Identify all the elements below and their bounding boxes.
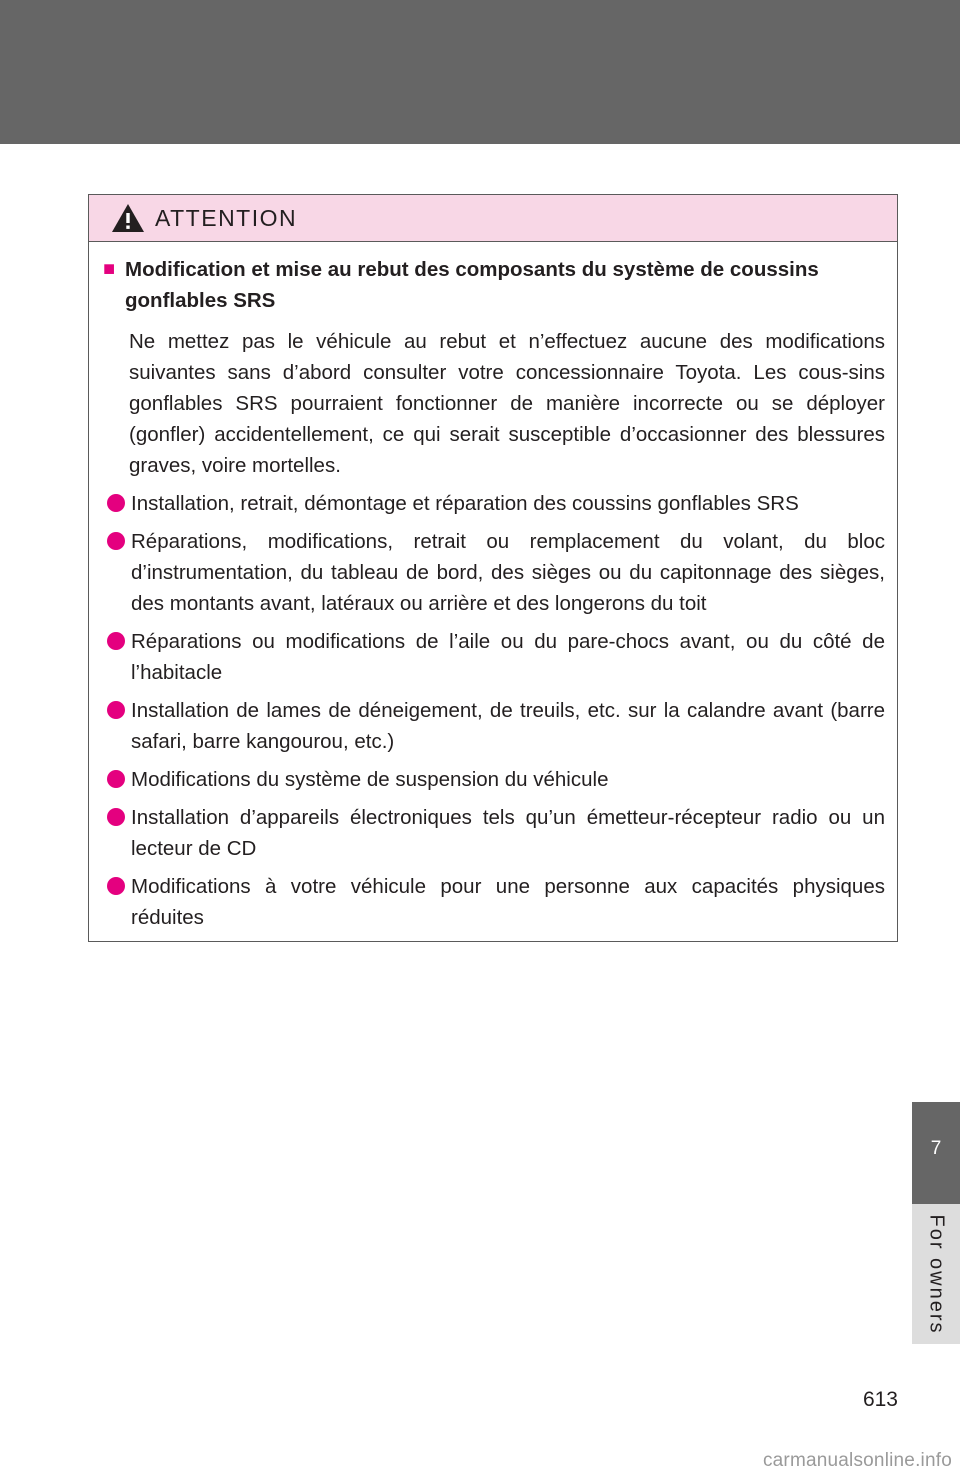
bullet-dot-icon	[107, 701, 125, 719]
caution-title: ATTENTION	[155, 204, 298, 231]
list-item-text: Installation de lames de déneigement, de treuils, etc. sur la calandre avant (barre safari, barre kangourou, etc.)	[131, 699, 885, 753]
caution-header	[89, 195, 897, 242]
chapter-label	[912, 1204, 960, 1344]
list-item	[107, 626, 885, 688]
list-item	[107, 802, 885, 864]
caution-heading	[103, 254, 885, 316]
page-number: 613	[862, 1388, 898, 1411]
list-item	[107, 526, 885, 619]
list-item	[107, 488, 885, 519]
list-item-text: Modifications du système de suspension du véhicule	[131, 768, 609, 791]
caution-box	[88, 194, 898, 942]
bullet-dot-icon	[107, 532, 125, 550]
chapter-number: 7	[930, 1138, 942, 1159]
list-item-text: Modifications à votre véhicule pour une personne aux capacités physiques réduites	[131, 875, 885, 929]
list-item	[107, 764, 885, 795]
bullet-dot-icon	[107, 877, 125, 895]
list-item-text: Installation d’appareils électroniques tels qu’un émetteur-récepteur radio ou un lecteur de CD	[131, 806, 885, 860]
chapter-tab	[912, 1102, 960, 1204]
list-item-text: Installation, retrait, démontage et réparation des coussins gonflables SRS	[131, 492, 799, 515]
list-item	[107, 871, 885, 933]
bullet-dot-icon	[107, 494, 125, 512]
bullet-dot-icon	[107, 770, 125, 788]
list-item	[107, 695, 885, 757]
bullet-dot-icon	[107, 808, 125, 826]
caution-paragraph: Ne mettez pas le véhicule au rebut et n’effectuez aucune des modifications suivantes sans d’abord consulter votre concessionnaire Toyota. Les cous-sins gonflables SRS pourraient fonctionner de manière incorrecte ou se déployer (gonfler) accidentellement, ce qui serait susceptible d’occasionner des blessures graves, voire mortelles.	[129, 330, 885, 477]
header-band	[0, 0, 960, 144]
caution-heading-text: Modification et mise au rebut des composants du système de coussins gonflables SRS	[125, 258, 819, 312]
square-bullet-icon: ■	[103, 258, 116, 280]
chapter-label-text: For owners	[925, 1213, 948, 1335]
bullet-dot-icon	[107, 632, 125, 650]
warning-triangle-icon	[111, 203, 145, 233]
list-item-text: Réparations ou modifications de l’aile ou du pare-chocs avant, ou du côté de l’habitacle	[131, 630, 885, 684]
list-item-text: Réparations, modifications, retrait ou remplacement du volant, du bloc d’instrumentation, du tableau de bord, des sièges ou du capitonnage des sièges, des montants avant, latéraux ou arrière et des longerons du toit	[131, 530, 885, 615]
caution-body	[89, 242, 897, 933]
watermark: carmanualsonline.info	[762, 1450, 952, 1471]
